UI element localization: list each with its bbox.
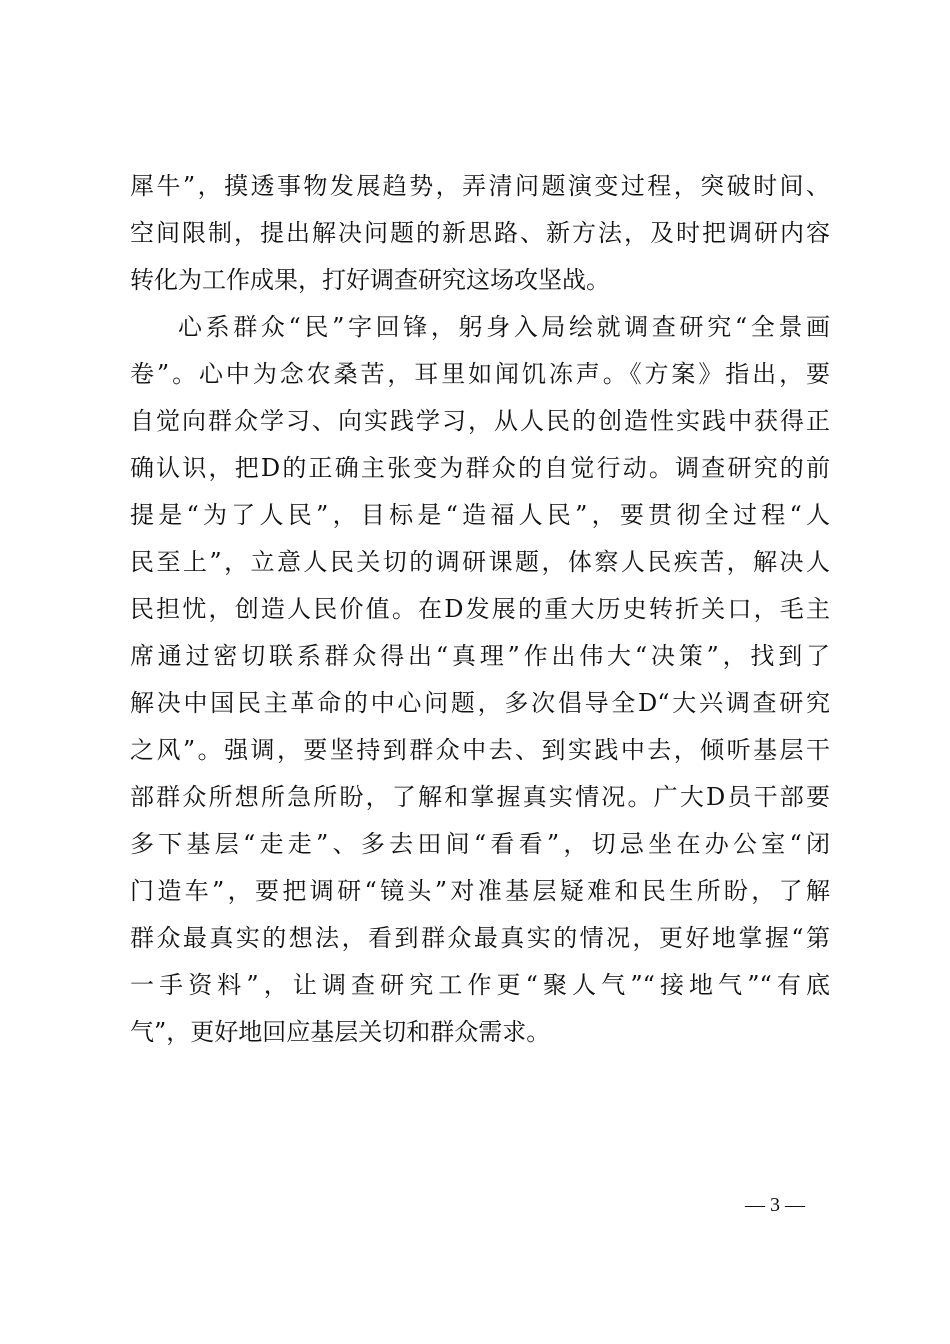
text-line: 民担忧，创造人民价值。在D发展的重大历史转折关口，毛主 (130, 595, 830, 623)
text-line: 卷”。心中为念农桑苦，耳里如闻饥冻声。《方案》指出，要 (130, 360, 830, 388)
document-body (130, 163, 830, 1056)
text-line: 自觉向群众学习、向实践学习，从人民的创造性实践中获得正 (130, 407, 830, 435)
text-line: 气”，更好地回应基层关切和群众需求。 (130, 1018, 551, 1046)
page-number: — 3 — (745, 1194, 805, 1216)
text-line: 犀牛”，摸透事物发展趋势，弄清问题演变过程，突破时间、 (130, 172, 830, 200)
text-line: 空间限制，提出解决问题的新思路、新方法，及时把调研内容 (130, 219, 830, 247)
text-line: 席通过密切联系群众得出“真理”作出伟大“决策”，找到了 (130, 642, 830, 670)
text-line: 群众最真实的想法，看到群众最真实的情况，更好地掌握“第 (130, 924, 830, 952)
text-line: 部群众所想所急所盼，了解和掌握真实情况。广大D员干部要 (130, 783, 830, 811)
text-line: 之风”。强调，要坚持到群众中去、到实践中去，倾听基层干 (130, 736, 830, 764)
paragraph-2 (130, 304, 830, 1056)
text-line: 民至上”，立意人民关切的调研课题，体察人民疾苦，解决人 (130, 548, 830, 576)
paragraph-1 (130, 163, 830, 304)
text-line: 解决中国民主革命的中心问题，多次倡导全D“大兴调查研究 (130, 689, 830, 717)
text-line: 心系群众“民”字回锋，躬身入局绘就调查研究“全景画 (178, 313, 830, 341)
text-line: 一手资料”，让调查研究工作更“聚人气”“接地气”“有底 (130, 971, 830, 999)
text-line: 提是“为了人民”，目标是“造福人民”，要贯彻全过程“人 (130, 501, 830, 529)
text-line: 转化为工作成果，打好调查研究这场攻坚战。 (130, 266, 610, 294)
text-line: 门造车”，要把调研“镜头”对准基层疑难和民生所盼，了解 (130, 877, 830, 905)
text-line: 多下基层“走走”、多去田间“看看”，切忌坐在办公室“闭 (130, 830, 830, 858)
text-line: 确认识，把D的正确主张变为群众的自觉行动。调查研究的前 (130, 454, 830, 482)
